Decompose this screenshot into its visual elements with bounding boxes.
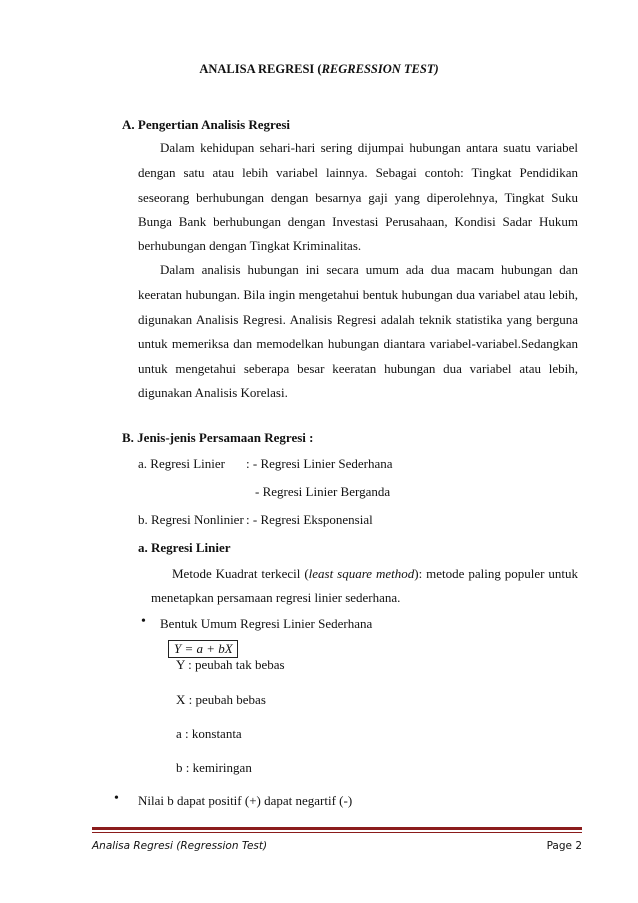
definition-b: b : kemiringan (176, 760, 252, 775)
section-a-heading: A. Pengertian Analisis Regresi (122, 117, 291, 132)
bullet-icon: • (114, 791, 119, 806)
para1-line3: seseorang berhubungan dengan besarnya gaji yang diperolehnya, Tingkat Suku (138, 190, 578, 205)
footer-rule-thin (92, 832, 582, 833)
definition-x: X : peubah bebas (176, 692, 266, 707)
formula-box: Y = a + bX (168, 640, 238, 658)
sub-a-heading: a. Regresi Linier (138, 540, 231, 555)
para2-line3: digunakan Analisis Regresi. Analisis Regresi adalah teknik statistika yang berguna (138, 312, 578, 327)
para1-line5: berhubungan dengan Tingkat Kriminalitas. (138, 238, 362, 253)
sub-a-text-post: ): metode paling populer untuk (414, 566, 578, 581)
regresi-nonlinier-label: b. Regresi Nonlinier (138, 512, 244, 527)
para1-line4: Bunga Bank berhubungan dengan Investasi Perusahaan, Kondisi Sadar Hukum (138, 214, 578, 229)
para2-line4: untuk memeriksa dan memodelkan hubungan diantara variabel-variabel.Sedangkan (138, 336, 578, 351)
page-title (0, 62, 638, 77)
sub-a-text-line1 (172, 566, 578, 582)
footer-title: Analisa Regresi (Regression Test) (92, 840, 268, 852)
bullet-icon: • (141, 614, 146, 629)
title-italic: REGRESSION TEST) (321, 62, 439, 76)
page-number: Page 2 (546, 840, 582, 852)
bullet2-text: Nilai b dapat positif (+) dapat negartif (-) (138, 793, 353, 808)
para2-line2: keeratan hubungan. Bila ingin mengetahui bentuk hubungan dua variabel atau lebih, (138, 287, 578, 302)
sub-a-text-pre: Metode Kuadrat terkecil ( (172, 566, 309, 581)
regresi-linier-sederhana: : - Regresi Linier Sederhana (246, 456, 393, 471)
bullet1-text: Bentuk Umum Regresi Linier Sederhana (160, 616, 373, 631)
footer-rule-thick (92, 827, 582, 830)
sub-a-text-italic: least square method (308, 566, 415, 581)
para2-line1: Dalam analisis hubungan ini secara umum ada dua macam hubungan dan (160, 262, 578, 277)
definition-y: Y : peubah tak bebas (176, 657, 285, 672)
section-b-heading: B. Jenis-jenis Persamaan Regresi : (122, 430, 314, 445)
definition-a: a : konstanta (176, 726, 242, 741)
para1-line1: Dalam kehidupan sehari-hari sering dijumpai hubungan antara suatu variabel (160, 140, 578, 155)
para2-line6: digunakan Analisis Korelasi. (138, 385, 288, 400)
para2-line5: untuk mengetahui seberapa besar keeratan hubungan dua variabel atau lebih, (138, 361, 578, 376)
title-main: ANALISA REGRESI ( (199, 62, 322, 76)
regresi-linier-label: a. Regresi Linier (138, 456, 225, 471)
regresi-linier-berganda: - Regresi Linier Berganda (255, 484, 391, 499)
sub-a-text-line2: menetapkan persamaan regresi linier sederhana. (151, 590, 401, 605)
para1-line2: dengan satu atau lebih variabel lainnya. Sebagai contoh: Tingkat Pendidikan (138, 165, 578, 180)
regresi-eksponensial: : - Regresi Eksponensial (246, 512, 373, 527)
